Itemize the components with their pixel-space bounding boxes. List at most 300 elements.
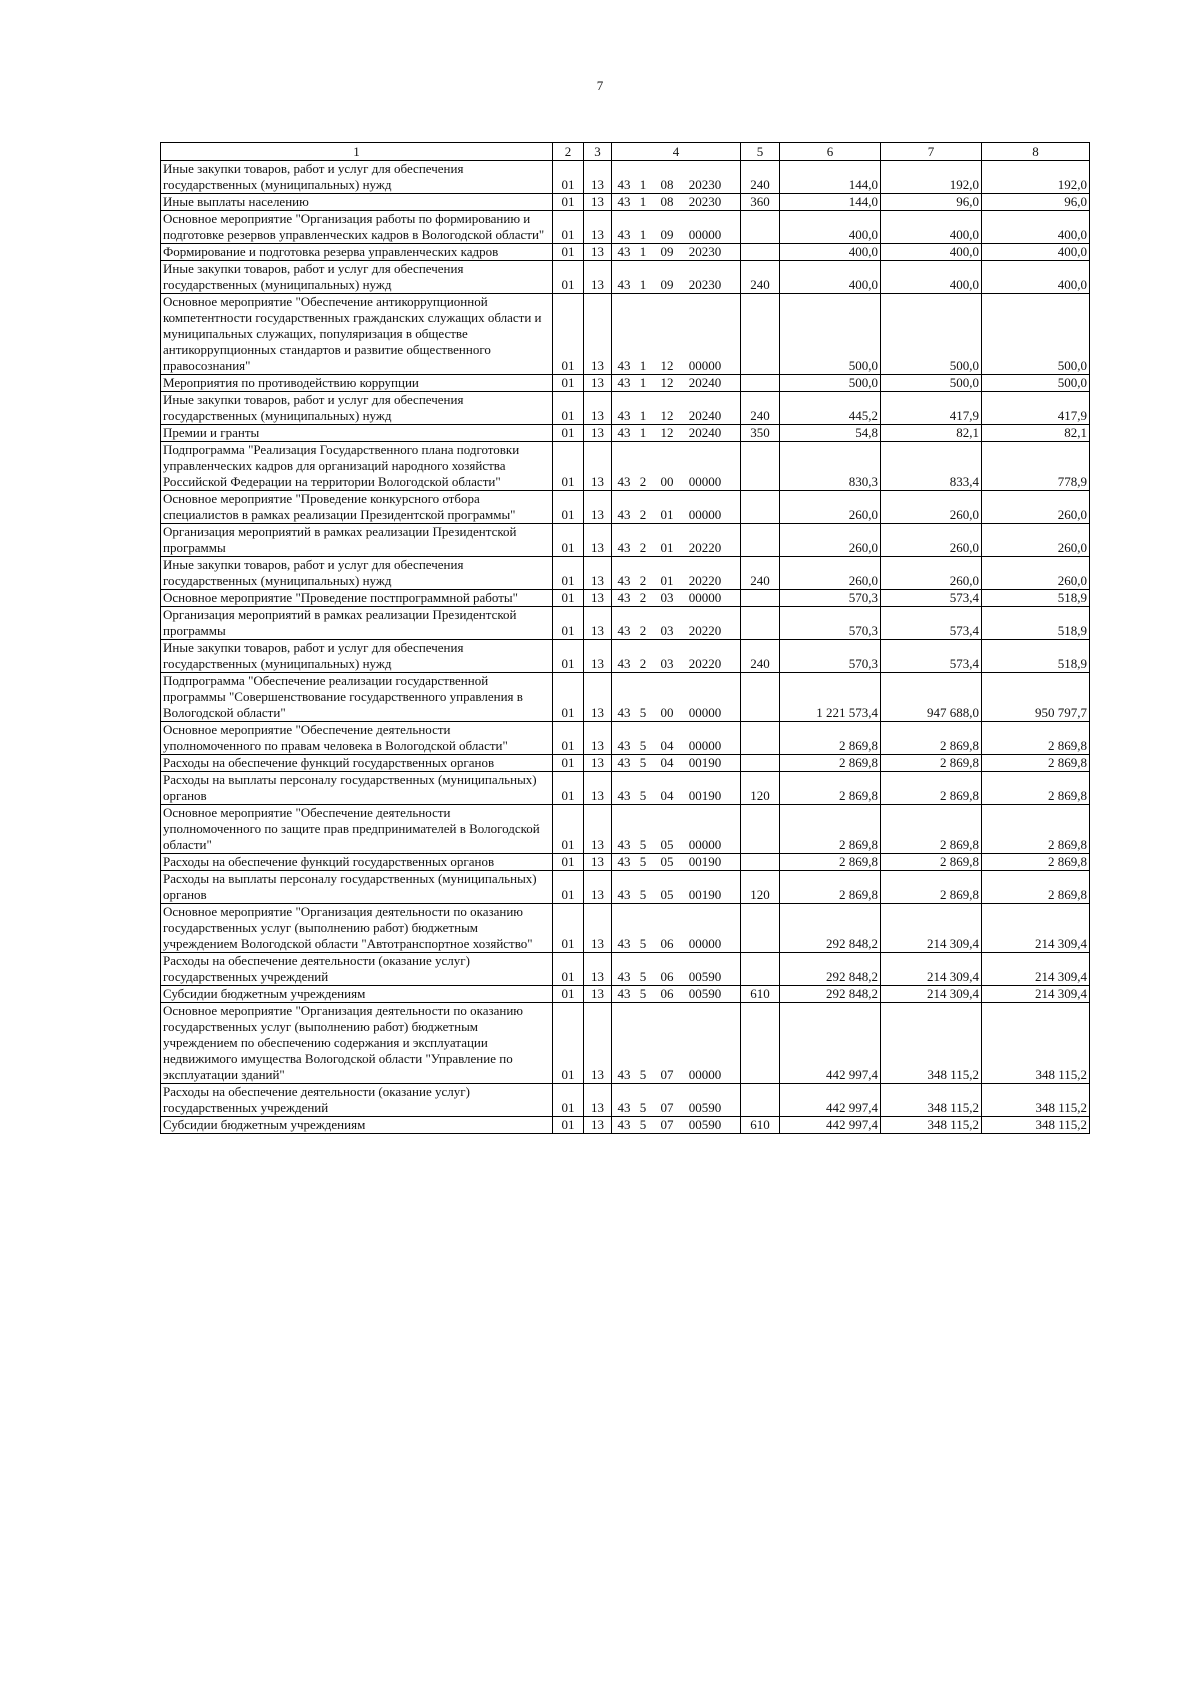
- amount-col-6: 2 869,8: [780, 722, 881, 755]
- code-section: 01: [553, 524, 584, 557]
- code-subsection: 13: [584, 1003, 612, 1084]
- code-direction: 20240: [688, 375, 722, 390]
- code-target-article-parts: [614, 507, 738, 523]
- code-direction: 00590: [688, 986, 722, 1001]
- code-activity: 05: [660, 887, 674, 902]
- row-name: Основное мероприятие "Обеспечение деятельности уполномоченного по правам человека в Вологодской области": [161, 722, 553, 755]
- row-name: Иные закупки товаров, работ и услуг для обеспечения государственных (муниципальных) нужд: [161, 392, 553, 425]
- amount-col-7: 214 309,4: [881, 904, 982, 953]
- code-subsection: 13: [584, 722, 612, 755]
- code-direction: 00590: [688, 969, 722, 984]
- header-row: [161, 143, 1090, 161]
- amount-col-7: 400,0: [881, 261, 982, 294]
- code-target-article: [612, 392, 741, 425]
- code-activity: 07: [660, 1067, 674, 1082]
- table-row: [161, 904, 1090, 953]
- code-subsection: 13: [584, 805, 612, 854]
- code-activity: 04: [660, 738, 674, 753]
- amount-col-7: 348 115,2: [881, 1117, 982, 1134]
- code-section: 01: [553, 442, 584, 491]
- amount-col-8: 2 869,8: [982, 805, 1090, 854]
- code-expense-type: 240: [741, 640, 780, 673]
- code-target-article-parts: [614, 969, 738, 985]
- table-row: [161, 375, 1090, 392]
- code-subsection: 13: [584, 590, 612, 607]
- code-target-article-parts: [614, 738, 738, 754]
- code-subsection: 13: [584, 904, 612, 953]
- code-subprogram: 1: [639, 244, 647, 259]
- code-activity: 07: [660, 1117, 674, 1132]
- code-program: 43: [617, 837, 631, 852]
- code-subsection: 13: [584, 607, 612, 640]
- code-target-article-parts: [614, 705, 738, 721]
- amount-col-8: 214 309,4: [982, 904, 1090, 953]
- code-expense-type: 350: [741, 425, 780, 442]
- amount-col-8: 348 115,2: [982, 1117, 1090, 1134]
- amount-col-6: 500,0: [780, 375, 881, 392]
- code-direction: 00000: [688, 738, 722, 753]
- amount-col-6: 570,3: [780, 607, 881, 640]
- row-name: Основное мероприятие "Проведение конкурсного отбора специалистов в рамках реализации Президентской программы": [161, 491, 553, 524]
- code-subsection: 13: [584, 1117, 612, 1134]
- column-header: 2: [553, 143, 584, 161]
- row-name: Иные закупки товаров, работ и услуг для обеспечения государственных (муниципальных) нужд: [161, 161, 553, 194]
- code-subsection: 13: [584, 261, 612, 294]
- code-direction: 00590: [688, 1100, 722, 1115]
- code-program: 43: [617, 425, 631, 440]
- code-expense-type: [741, 294, 780, 375]
- code-section: 01: [553, 1117, 584, 1134]
- amount-col-8: 2 869,8: [982, 854, 1090, 871]
- code-section: 01: [553, 986, 584, 1003]
- code-program: 43: [617, 623, 631, 638]
- amount-col-6: 442 997,4: [780, 1084, 881, 1117]
- code-target-article-parts: [614, 277, 738, 293]
- code-target-article: [612, 772, 741, 805]
- code-section: 01: [553, 211, 584, 244]
- code-program: 43: [617, 244, 631, 259]
- code-target-article-parts: [614, 573, 738, 589]
- amount-col-6: 144,0: [780, 194, 881, 211]
- amount-col-8: 417,9: [982, 392, 1090, 425]
- amount-col-8: 260,0: [982, 557, 1090, 590]
- code-expense-type: [741, 755, 780, 772]
- code-subprogram: 5: [639, 969, 647, 984]
- code-subsection: 13: [584, 524, 612, 557]
- code-target-article: [612, 904, 741, 953]
- code-subprogram: 5: [639, 1100, 647, 1115]
- code-direction: 00000: [688, 705, 722, 720]
- code-subsection: 13: [584, 1084, 612, 1117]
- code-program: 43: [617, 474, 631, 489]
- code-subprogram: 5: [639, 1117, 647, 1132]
- amount-col-8: 778,9: [982, 442, 1090, 491]
- amount-col-8: 2 869,8: [982, 871, 1090, 904]
- table-row: [161, 607, 1090, 640]
- amount-col-6: 442 997,4: [780, 1003, 881, 1084]
- code-subprogram: 2: [639, 623, 647, 638]
- code-target-article: [612, 953, 741, 986]
- row-name: Иные закупки товаров, работ и услуг для обеспечения государственных (муниципальных) нужд: [161, 261, 553, 294]
- amount-col-8: 518,9: [982, 607, 1090, 640]
- code-expense-type: [741, 607, 780, 640]
- table-row: [161, 161, 1090, 194]
- code-section: 01: [553, 161, 584, 194]
- code-section: 01: [553, 722, 584, 755]
- code-direction: 20220: [688, 540, 722, 555]
- table-row: [161, 491, 1090, 524]
- code-direction: 00000: [688, 837, 722, 852]
- code-activity: 09: [660, 277, 674, 292]
- amount-col-7: 573,4: [881, 640, 982, 673]
- code-target-article-parts: [614, 590, 738, 606]
- code-target-article: [612, 524, 741, 557]
- row-name: Расходы на обеспечение деятельности (оказание услуг) государственных учреждений: [161, 1084, 553, 1117]
- amount-col-6: 1 221 573,4: [780, 673, 881, 722]
- code-subsection: 13: [584, 294, 612, 375]
- code-target-article: [612, 194, 741, 211]
- row-name: Основное мероприятие "Обеспечение деятельности уполномоченного по защите прав предпринимателей в Вологодской области": [161, 805, 553, 854]
- row-name: Расходы на выплаты персоналу государственных (муниципальных) органов: [161, 871, 553, 904]
- amount-col-7: 500,0: [881, 294, 982, 375]
- code-expense-type: [741, 1084, 780, 1117]
- code-activity: 06: [660, 986, 674, 1001]
- amount-col-7: 573,4: [881, 607, 982, 640]
- row-name: Иные закупки товаров, работ и услуг для обеспечения государственных (муниципальных) нужд: [161, 557, 553, 590]
- code-expense-type: [741, 375, 780, 392]
- code-activity: 03: [660, 590, 674, 605]
- amount-col-7: 500,0: [881, 375, 982, 392]
- code-section: 01: [553, 640, 584, 673]
- code-target-article-parts: [614, 408, 738, 424]
- code-expense-type: 120: [741, 772, 780, 805]
- code-expense-type: 610: [741, 986, 780, 1003]
- code-subsection: 13: [584, 854, 612, 871]
- code-section: 01: [553, 244, 584, 261]
- code-section: 01: [553, 755, 584, 772]
- code-section: 01: [553, 871, 584, 904]
- table-row: [161, 392, 1090, 425]
- code-target-article: [612, 244, 741, 261]
- code-subsection: 13: [584, 442, 612, 491]
- code-activity: 07: [660, 1100, 674, 1115]
- code-target-article: [612, 261, 741, 294]
- code-direction: 20240: [688, 408, 722, 423]
- code-program: 43: [617, 590, 631, 605]
- code-section: 01: [553, 557, 584, 590]
- row-name: Подпрограмма "Реализация Государственного плана подготовки управленческих кадров для организаций народного хозяйства Российской Федерации на территории Вологодской области": [161, 442, 553, 491]
- code-target-article-parts: [614, 986, 738, 1002]
- amount-col-8: 400,0: [982, 261, 1090, 294]
- code-program: 43: [617, 1100, 631, 1115]
- table-row: [161, 722, 1090, 755]
- code-section: 01: [553, 805, 584, 854]
- code-direction: 20220: [688, 623, 722, 638]
- code-subprogram: 5: [639, 705, 647, 720]
- code-target-article-parts: [614, 755, 738, 771]
- amount-col-7: 82,1: [881, 425, 982, 442]
- code-subprogram: 5: [639, 738, 647, 753]
- amount-col-6: 2 869,8: [780, 871, 881, 904]
- code-section: 01: [553, 491, 584, 524]
- amount-col-8: 348 115,2: [982, 1003, 1090, 1084]
- code-target-article-parts: [614, 474, 738, 490]
- amount-col-8: 2 869,8: [982, 722, 1090, 755]
- code-target-article-parts: [614, 837, 738, 853]
- code-program: 43: [617, 375, 631, 390]
- code-section: 01: [553, 953, 584, 986]
- row-name: Мероприятия по противодействию коррупции: [161, 375, 553, 392]
- code-program: 43: [617, 277, 631, 292]
- code-direction: 20220: [688, 656, 722, 671]
- amount-col-7: 573,4: [881, 590, 982, 607]
- code-target-article: [612, 1117, 741, 1134]
- code-subprogram: 1: [639, 408, 647, 423]
- code-expense-type: [741, 491, 780, 524]
- table-row: [161, 986, 1090, 1003]
- code-program: 43: [617, 969, 631, 984]
- code-target-article: [612, 442, 741, 491]
- code-subprogram: 1: [639, 425, 647, 440]
- code-subsection: 13: [584, 871, 612, 904]
- code-activity: 01: [660, 507, 674, 522]
- amount-col-6: 2 869,8: [780, 755, 881, 772]
- code-target-article-parts: [614, 623, 738, 639]
- code-target-article: [612, 211, 741, 244]
- code-target-article-parts: [614, 244, 738, 260]
- row-name: Субсидии бюджетным учреждениям: [161, 986, 553, 1003]
- code-target-article-parts: [614, 425, 738, 441]
- code-target-article: [612, 755, 741, 772]
- amount-col-6: 292 848,2: [780, 986, 881, 1003]
- row-name: Основное мероприятие "Обеспечение антикоррупционной компетентности государственных гражданских служащих области и муниципальных служащих, популяризация в обществе антикоррупционных стандартов и развитие общественного правосознания": [161, 294, 553, 375]
- amount-col-6: 260,0: [780, 524, 881, 557]
- code-direction: 20230: [688, 244, 722, 259]
- code-subsection: 13: [584, 557, 612, 590]
- table-body: [161, 161, 1090, 1134]
- code-target-article: [612, 1003, 741, 1084]
- code-program: 43: [617, 656, 631, 671]
- code-direction: 00000: [688, 936, 722, 951]
- code-target-article-parts: [614, 227, 738, 243]
- code-subsection: 13: [584, 194, 612, 211]
- code-target-article: [612, 590, 741, 607]
- code-target-article-parts: [614, 656, 738, 672]
- code-subprogram: 5: [639, 1067, 647, 1082]
- amount-col-6: 400,0: [780, 211, 881, 244]
- code-expense-type: 240: [741, 557, 780, 590]
- table-row: [161, 442, 1090, 491]
- row-name: Иные выплаты населению: [161, 194, 553, 211]
- code-program: 43: [617, 540, 631, 555]
- amount-col-6: 570,3: [780, 590, 881, 607]
- code-target-article-parts: [614, 854, 738, 870]
- code-subprogram: 2: [639, 507, 647, 522]
- code-subsection: 13: [584, 375, 612, 392]
- table-row: [161, 772, 1090, 805]
- amount-col-6: 2 869,8: [780, 805, 881, 854]
- amount-col-7: 214 309,4: [881, 986, 982, 1003]
- code-program: 43: [617, 887, 631, 902]
- code-subprogram: 5: [639, 837, 647, 852]
- code-program: 43: [617, 358, 631, 373]
- table-row: [161, 211, 1090, 244]
- row-name: Основное мероприятие "Организация деятельности по оказанию государственных услуг (выполнению работ) бюджетным учреждением по обеспечению содержания и эксплуатации недвижимого имущества Вологодской области "Управление по эксплуатации зданий": [161, 1003, 553, 1084]
- row-name: Субсидии бюджетным учреждениям: [161, 1117, 553, 1134]
- code-target-article-parts: [614, 936, 738, 952]
- row-name: Основное мероприятие "Организация работы по формированию и подготовке резервов управленческих кадров в Вологодской области": [161, 211, 553, 244]
- code-subprogram: 1: [639, 277, 647, 292]
- table-row: [161, 673, 1090, 722]
- code-subprogram: 1: [639, 375, 647, 390]
- code-subprogram: 2: [639, 474, 647, 489]
- amount-col-7: 260,0: [881, 491, 982, 524]
- code-activity: 12: [660, 425, 674, 440]
- code-subprogram: 5: [639, 755, 647, 770]
- amount-col-8: 192,0: [982, 161, 1090, 194]
- code-direction: 00190: [688, 854, 722, 869]
- code-activity: 03: [660, 656, 674, 671]
- code-activity: 01: [660, 540, 674, 555]
- table-row: [161, 1003, 1090, 1084]
- table-row: [161, 557, 1090, 590]
- amount-col-6: 260,0: [780, 491, 881, 524]
- code-activity: 12: [660, 408, 674, 423]
- code-expense-type: [741, 442, 780, 491]
- code-expense-type: [741, 590, 780, 607]
- code-expense-type: [741, 244, 780, 261]
- code-activity: 03: [660, 623, 674, 638]
- code-direction: 00190: [688, 788, 722, 803]
- code-target-article: [612, 722, 741, 755]
- amount-col-8: 400,0: [982, 211, 1090, 244]
- column-header: 5: [741, 143, 780, 161]
- code-expense-type: [741, 673, 780, 722]
- code-program: 43: [617, 936, 631, 951]
- row-name: Организация мероприятий в рамках реализации Президентской программы: [161, 524, 553, 557]
- code-target-article-parts: [614, 887, 738, 903]
- table-row: [161, 1084, 1090, 1117]
- amount-col-8: 500,0: [982, 294, 1090, 375]
- code-subprogram: 2: [639, 540, 647, 555]
- code-direction: 20230: [688, 194, 722, 209]
- code-program: 43: [617, 705, 631, 720]
- row-name: Расходы на обеспечение деятельности (оказание услуг) государственных учреждений: [161, 953, 553, 986]
- column-header: 3: [584, 143, 612, 161]
- amount-col-6: 445,2: [780, 392, 881, 425]
- code-expense-type: 240: [741, 392, 780, 425]
- amount-col-8: 96,0: [982, 194, 1090, 211]
- amount-col-8: 2 869,8: [982, 772, 1090, 805]
- amount-col-6: 2 869,8: [780, 772, 881, 805]
- amount-col-6: 400,0: [780, 244, 881, 261]
- table-row: [161, 1117, 1090, 1134]
- table-row: [161, 425, 1090, 442]
- budget-table: [160, 142, 1090, 1134]
- code-activity: 08: [660, 194, 674, 209]
- amount-col-6: 2 869,8: [780, 854, 881, 871]
- code-target-article-parts: [614, 1100, 738, 1116]
- code-target-article: [612, 557, 741, 590]
- code-section: 01: [553, 590, 584, 607]
- code-subsection: 13: [584, 640, 612, 673]
- code-section: 01: [553, 294, 584, 375]
- code-subprogram: 2: [639, 656, 647, 671]
- code-direction: 00000: [688, 1067, 722, 1082]
- table-row: [161, 640, 1090, 673]
- code-subsection: 13: [584, 392, 612, 425]
- code-program: 43: [617, 788, 631, 803]
- column-header: 1: [161, 143, 553, 161]
- code-subsection: 13: [584, 673, 612, 722]
- amount-col-7: 2 869,8: [881, 722, 982, 755]
- code-subsection: 13: [584, 161, 612, 194]
- amount-col-8: 950 797,7: [982, 673, 1090, 722]
- code-target-article: [612, 491, 741, 524]
- code-expense-type: 610: [741, 1117, 780, 1134]
- code-subprogram: 5: [639, 887, 647, 902]
- code-section: 01: [553, 1003, 584, 1084]
- amount-col-8: 400,0: [982, 244, 1090, 261]
- code-target-article: [612, 805, 741, 854]
- amount-col-8: 348 115,2: [982, 1084, 1090, 1117]
- amount-col-7: 400,0: [881, 211, 982, 244]
- code-target-article: [612, 640, 741, 673]
- column-header: 8: [982, 143, 1090, 161]
- amount-col-7: 260,0: [881, 524, 982, 557]
- code-subprogram: 1: [639, 194, 647, 209]
- code-target-article: [612, 425, 741, 442]
- code-target-article: [612, 854, 741, 871]
- code-target-article: [612, 673, 741, 722]
- amount-col-7: 2 869,8: [881, 772, 982, 805]
- code-activity: 01: [660, 573, 674, 588]
- code-direction: 00000: [688, 507, 722, 522]
- row-name: Расходы на обеспечение функций государственных органов: [161, 854, 553, 871]
- code-target-article-parts: [614, 1067, 738, 1083]
- code-section: 01: [553, 425, 584, 442]
- table-row: [161, 194, 1090, 211]
- amount-col-6: 500,0: [780, 294, 881, 375]
- code-activity: 06: [660, 969, 674, 984]
- amount-col-7: 348 115,2: [881, 1084, 982, 1117]
- code-subprogram: 5: [639, 788, 647, 803]
- row-name: Основное мероприятие "Организация деятельности по оказанию государственных услуг (выполнению работ) бюджетным учреждением Вологодской области "Автотранспортное хозяйство": [161, 904, 553, 953]
- code-target-article-parts: [614, 358, 738, 374]
- amount-col-6: 144,0: [780, 161, 881, 194]
- code-direction: 20230: [688, 177, 722, 192]
- code-target-article: [612, 986, 741, 1003]
- amount-col-6: 54,8: [780, 425, 881, 442]
- amount-col-7: 2 869,8: [881, 854, 982, 871]
- column-header: 6: [780, 143, 881, 161]
- code-subsection: 13: [584, 772, 612, 805]
- code-direction: 20230: [688, 277, 722, 292]
- row-name: Расходы на выплаты персоналу государственных (муниципальных) органов: [161, 772, 553, 805]
- amount-col-6: 292 848,2: [780, 904, 881, 953]
- code-target-article: [612, 161, 741, 194]
- table-row: [161, 854, 1090, 871]
- amount-col-7: 348 115,2: [881, 1003, 982, 1084]
- code-target-article-parts: [614, 540, 738, 556]
- amount-col-6: 830,3: [780, 442, 881, 491]
- amount-col-8: 518,9: [982, 640, 1090, 673]
- code-expense-type: [741, 904, 780, 953]
- amount-col-7: 947 688,0: [881, 673, 982, 722]
- code-activity: 12: [660, 358, 674, 373]
- code-expense-type: [741, 211, 780, 244]
- code-expense-type: [741, 805, 780, 854]
